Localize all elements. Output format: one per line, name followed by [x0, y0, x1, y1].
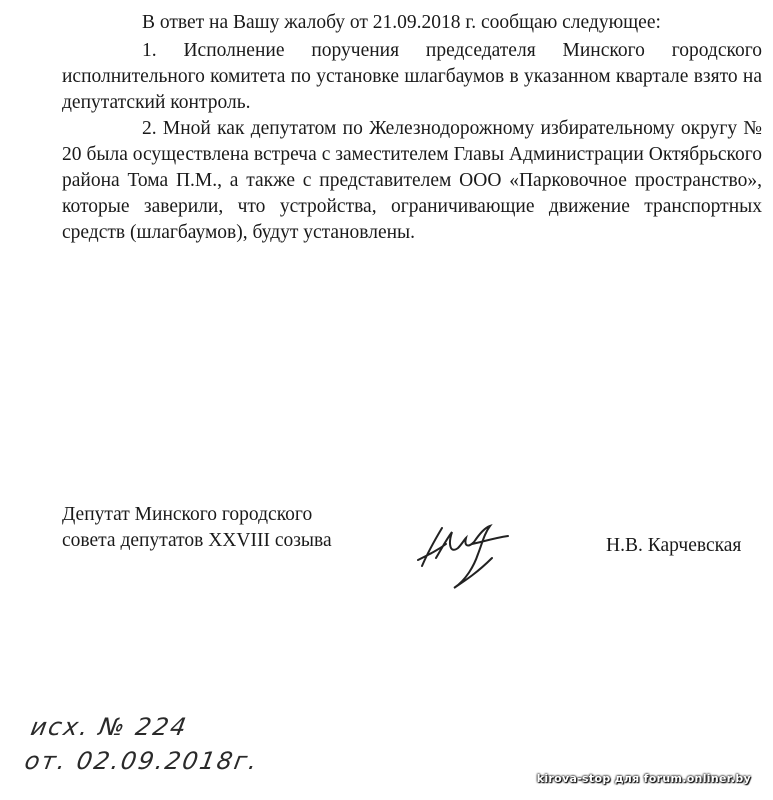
outgoing-number-note — [22, 710, 268, 778]
outgoing-number: исх. № 224 — [28, 713, 191, 741]
intro-paragraph: В ответ на Вашу жалобу от 21.09.2018 г. сообщаю следующее: — [142, 12, 661, 33]
outgoing-date: от. 02.09.2018г. — [22, 747, 262, 775]
signatory-title — [62, 502, 332, 554]
point-1-paragraph: 1. Исполнение поручения председателя Минского городского исполнительного комитета по установке шлагбаумов в указанном квартале взято на депутатский контроль. — [62, 40, 762, 113]
signatory-title-line-2: совета депутатов XXVIII созыва — [62, 530, 332, 551]
handwritten-signature — [408, 514, 528, 594]
source-watermark: kirova-stop для forum.onliner.by — [536, 772, 751, 785]
point-2-paragraph: 2. Мной как депутатом по Железнодорожному избирательному округу № 20 была осуществлена встреча с заместителем Главы Администрации Октябрьского района Тома П.М., а также с представителем ООО «Парковочное пространство», которые заверили, что устройства, ограничивающие движение транспортных средств (шлагбаумов), будут установлены. — [62, 118, 762, 243]
signatory-name: Н.В. Карчевская — [606, 535, 742, 556]
signatory-title-line-1: Депутат Минского городского — [62, 504, 313, 525]
